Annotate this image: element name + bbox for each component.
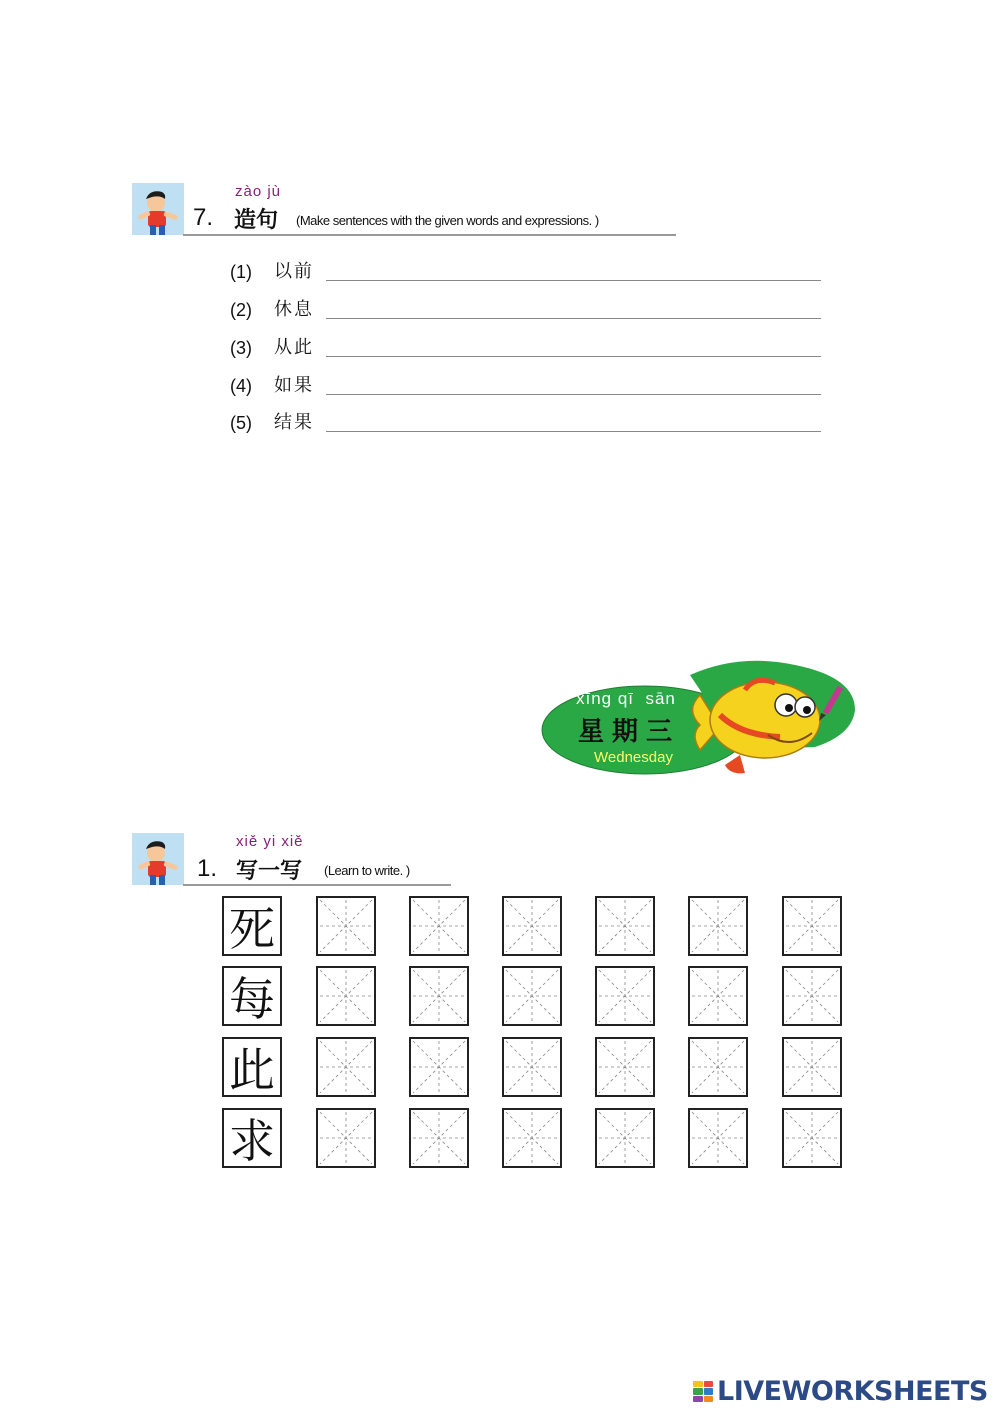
practice-box[interactable] xyxy=(502,1037,562,1097)
practice-box[interactable] xyxy=(688,966,748,1026)
item-word: 如果 xyxy=(274,375,314,396)
practice-box[interactable] xyxy=(316,966,376,1026)
answer-line[interactable] xyxy=(326,394,821,395)
section-1-number: 1. xyxy=(197,855,218,882)
practice-box[interactable] xyxy=(688,1108,748,1168)
brand-badge-tile xyxy=(693,1388,703,1395)
section-1-description: (Learn to write. ) xyxy=(324,863,410,878)
student-icon xyxy=(132,833,184,885)
brand-badge-tile xyxy=(693,1396,703,1403)
practice-box[interactable] xyxy=(502,966,562,1026)
item-number: (1) xyxy=(230,262,252,282)
item-number: (5) xyxy=(230,413,252,433)
section-7-divider xyxy=(183,234,676,236)
answer-line[interactable] xyxy=(326,280,821,281)
item-number: (4) xyxy=(230,376,252,396)
brand-badge-icon xyxy=(693,1381,713,1403)
practice-box[interactable] xyxy=(595,966,655,1026)
practice-box[interactable] xyxy=(502,1108,562,1168)
item-word: 从此 xyxy=(274,337,314,358)
model-character-cell xyxy=(222,1108,282,1168)
item-number: (3) xyxy=(230,338,252,358)
brand-badge-tile xyxy=(693,1381,703,1388)
sentence-item-2 xyxy=(230,291,821,321)
practice-box[interactable] xyxy=(316,896,376,956)
practice-box[interactable] xyxy=(409,896,469,956)
answer-line[interactable] xyxy=(326,318,821,319)
brand-badge-tile xyxy=(704,1388,714,1395)
model-character: 死 xyxy=(229,902,275,956)
sentence-item-1 xyxy=(230,253,821,283)
item-word: 以前 xyxy=(274,261,314,282)
practice-box[interactable] xyxy=(409,1037,469,1097)
section-1-title: 写一写 xyxy=(236,858,303,884)
practice-box[interactable] xyxy=(409,966,469,1026)
practice-box[interactable] xyxy=(595,896,655,956)
practice-box[interactable] xyxy=(409,1108,469,1168)
sentence-item-4 xyxy=(230,367,821,397)
answer-line[interactable] xyxy=(326,431,821,432)
practice-box[interactable] xyxy=(782,1037,842,1097)
practice-box[interactable] xyxy=(688,1037,748,1097)
sentence-item-5 xyxy=(230,404,821,434)
practice-box[interactable] xyxy=(502,896,562,956)
day-english: Wednesday xyxy=(594,749,673,766)
model-character-cell xyxy=(222,896,282,956)
practice-box[interactable] xyxy=(782,896,842,956)
model-character: 求 xyxy=(229,1114,275,1168)
item-number: (2) xyxy=(230,300,252,320)
section-7-pinyin: zào jù xyxy=(235,183,282,200)
practice-box[interactable] xyxy=(782,966,842,1026)
item-word: 结果 xyxy=(274,412,314,433)
day-pinyin: xīng qī sān xyxy=(576,689,676,708)
sentence-item-3 xyxy=(230,329,821,359)
practice-box[interactable] xyxy=(595,1108,655,1168)
answer-line[interactable] xyxy=(326,356,821,357)
brand-badge-tile xyxy=(704,1381,714,1388)
model-character-cell xyxy=(222,1037,282,1097)
section-1-divider xyxy=(183,884,451,886)
model-character: 此 xyxy=(229,1043,275,1097)
day-title: 星期三 xyxy=(578,717,681,747)
brand-badge-tile xyxy=(704,1396,714,1403)
item-word: 休息 xyxy=(274,299,314,320)
brand-logo xyxy=(693,1376,988,1407)
section-7-number: 7. xyxy=(193,204,214,231)
model-character: 每 xyxy=(229,972,275,1026)
day-banner xyxy=(540,655,870,785)
practice-box[interactable] xyxy=(595,1037,655,1097)
student-icon xyxy=(132,183,184,235)
practice-box[interactable] xyxy=(316,1108,376,1168)
model-character-cell xyxy=(222,966,282,1026)
practice-box[interactable] xyxy=(782,1108,842,1168)
practice-box[interactable] xyxy=(316,1037,376,1097)
section-7-title: 造句 xyxy=(234,207,279,233)
section-7-description: (Make sentences with the given words and expressions. ) xyxy=(296,213,599,228)
section-1-pinyin: xiě yi xiě xyxy=(236,833,304,850)
brand-name: LIVEWORKSHEETS xyxy=(717,1376,988,1407)
practice-box[interactable] xyxy=(688,896,748,956)
